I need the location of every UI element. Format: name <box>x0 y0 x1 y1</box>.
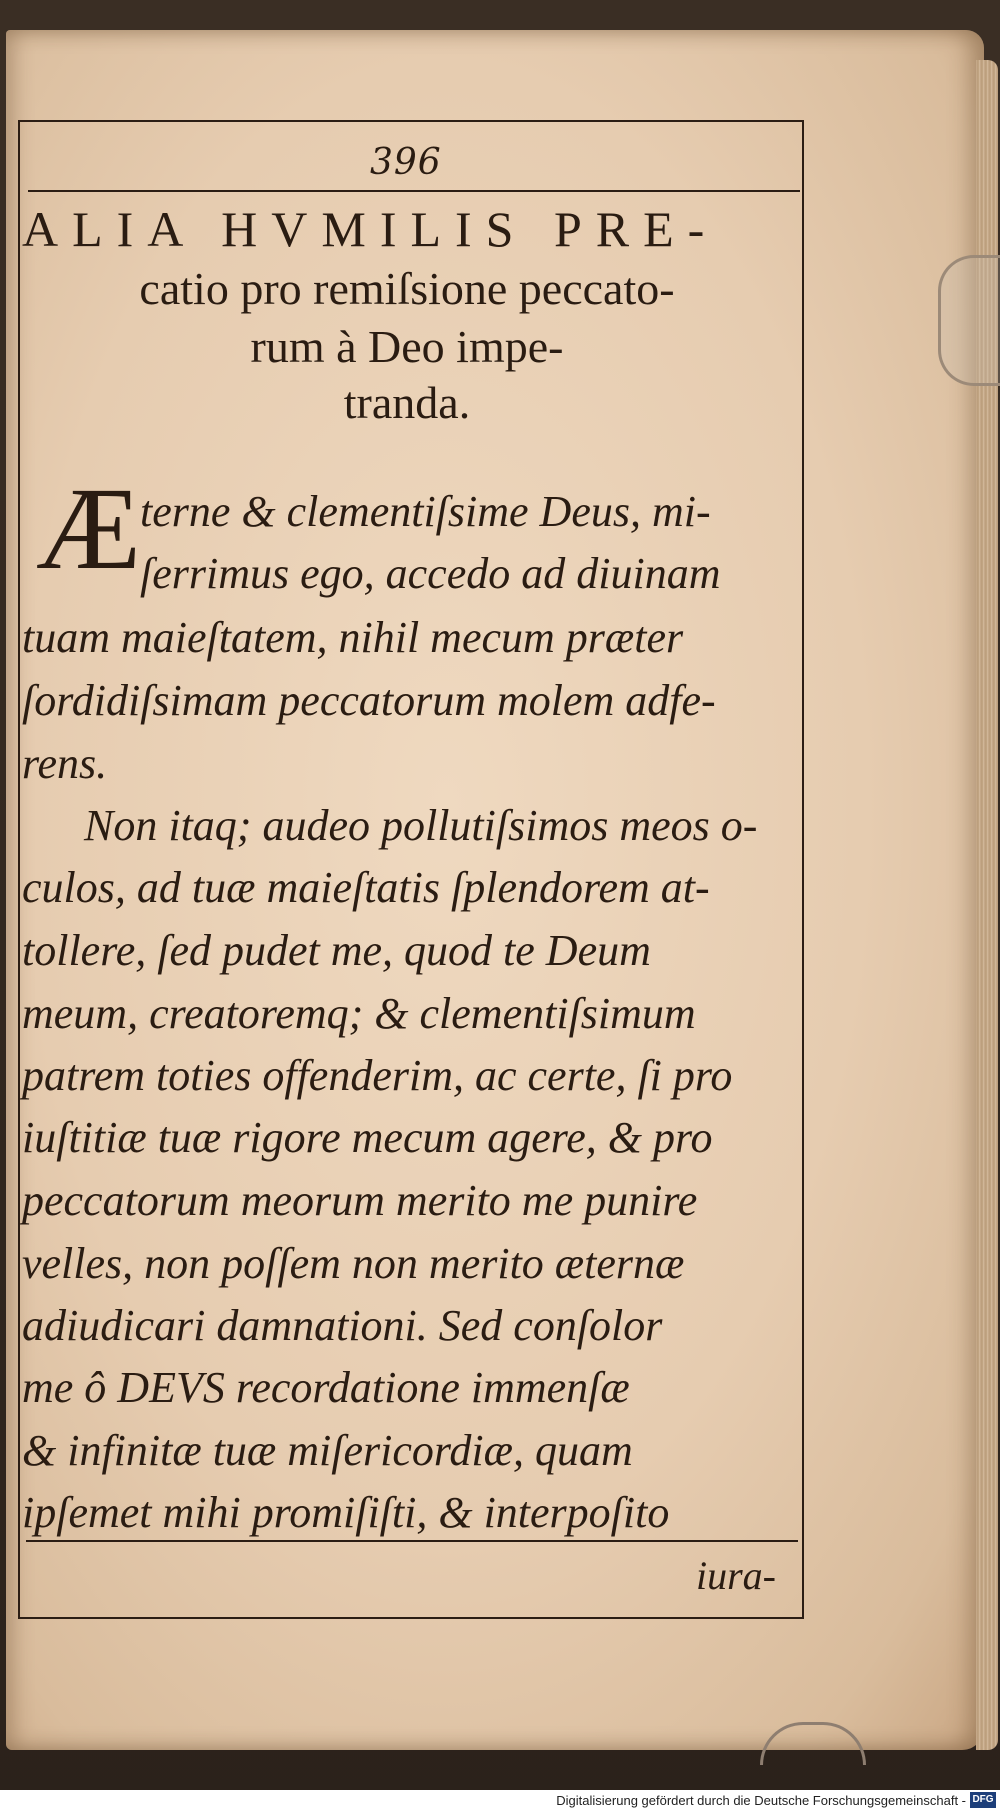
body-line: ſordidiſsimam peccatorum molem adfe- <box>22 676 716 725</box>
body-line: Non itaq; audeo pollutiſsimos meos o- <box>84 801 758 850</box>
clip-icon <box>938 255 1000 386</box>
body-line: adiudicari damnationi. Sed conſolor <box>22 1301 663 1350</box>
header-rule <box>28 190 800 192</box>
body-line: terne & clementiſsime Deus, mi- <box>140 487 711 536</box>
catchword: iura- <box>696 1553 776 1598</box>
body-line: tollere, ſed pudet me, quod te Deum <box>22 926 651 975</box>
body-line: me ô DEVS recordatione immenſæ <box>22 1363 630 1412</box>
dfg-logo: DFG <box>970 1792 996 1808</box>
drop-capital: Æ <box>36 463 141 594</box>
body-line: ſerrimus ego, accedo ad diuinam <box>140 549 721 598</box>
body-line: peccatorum meorum merito me punire <box>22 1176 698 1225</box>
funding-credit: Digitalisierung gefördert durch die Deutsche Forschungsgemeinschaft - <box>556 1793 966 1808</box>
body-line: culos, ad tuæ maieſtatis ſplendorem at- <box>22 863 710 912</box>
body-line: meum, creatoremq; & clementiſsimum <box>22 989 696 1038</box>
body-line: ipſemet mihi promiſiſti, & interpoſito <box>22 1488 670 1537</box>
body-line: patrem toties offenderim, ac certe, ſi pro <box>22 1051 733 1100</box>
footer-rule <box>26 1540 798 1542</box>
body-line: velles, non poſſem non merito æternæ <box>22 1239 685 1288</box>
body-line: rens. <box>22 739 108 788</box>
title-line: rum à Deo impe- <box>250 321 564 372</box>
title-line: tranda. <box>343 377 471 428</box>
title-line: catio pro remiſsione peccato- <box>139 263 675 314</box>
body-line: iuſtitiæ tuæ rigore mecum agere, & pro <box>22 1113 713 1162</box>
body-line: & infinitæ tuæ miſericordiæ, quam <box>22 1426 633 1475</box>
body-line: tuam maieſtatem, nihil mecum præter <box>22 613 684 662</box>
page-number: 396 <box>370 142 442 183</box>
title-line: ALIA HVMILIS PRE- <box>22 201 719 257</box>
